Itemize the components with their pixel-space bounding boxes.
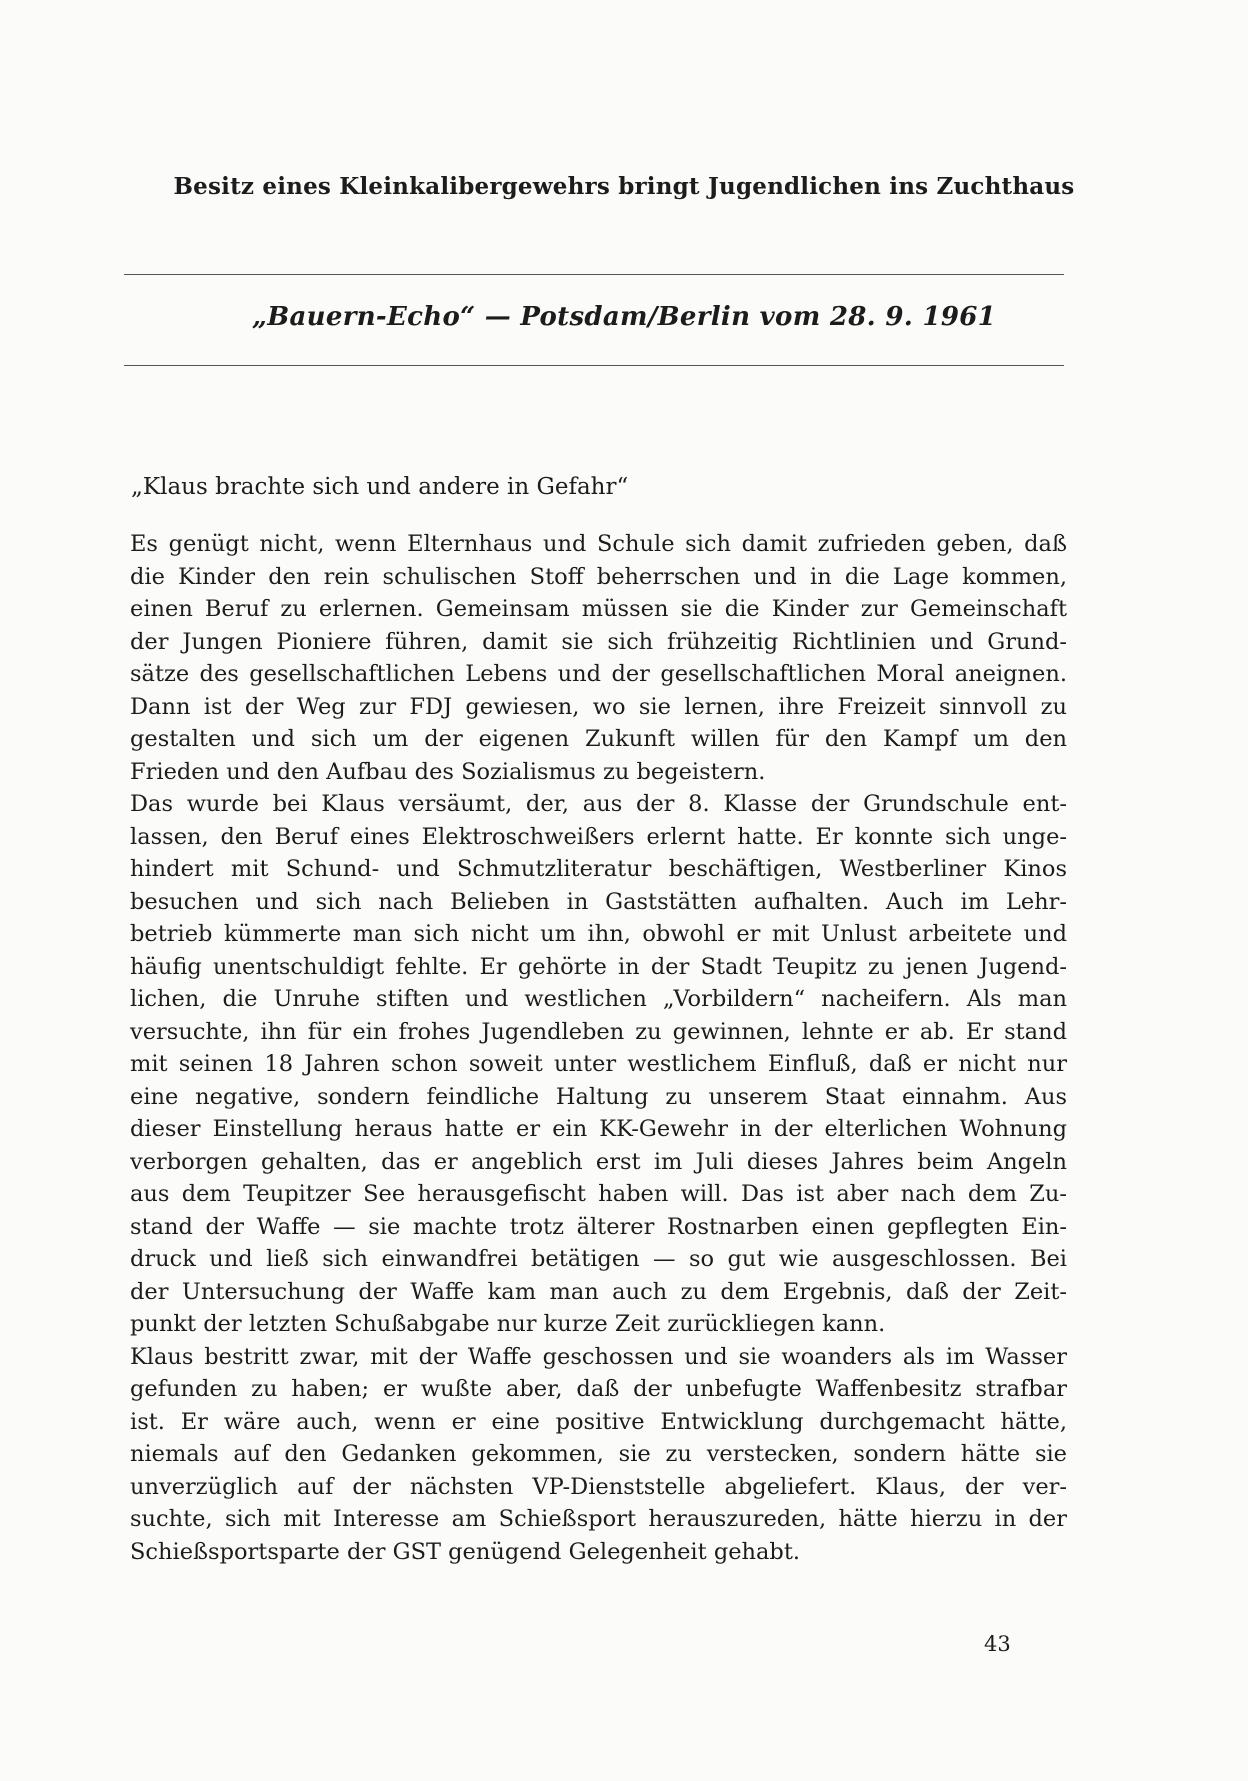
text-line: der Jungen Pioniere führen, damit sie sich frühzeitig Richtlinien und Grund- [130, 628, 1067, 655]
text-line: versuchte, ihn für ein frohes Jugendleben zu gewinnen, lehnte er ab. Er stand [130, 1018, 1067, 1045]
text-line: sätze des gesellschaftlichen Lebens und der gesellschaftlichen Moral aneignen. [130, 661, 1067, 687]
text-line: gefunden zu haben; er wußte aber, daß der unbefugte Waffenbesitz strafbar [130, 1376, 1067, 1402]
text-line: besuchen und sich nach Belieben in Gaststätten aufhalten. Auch im Lehr- [130, 888, 1067, 915]
text-line: verborgen gehalten, das er angeblich erst im Juli dieses Jahres beim Angeln [130, 1148, 1067, 1175]
text-line: Klaus bestritt zwar, mit der Waffe geschossen und sie woanders als im Wasser [130, 1343, 1067, 1370]
text-line: lassen, den Beruf eines Elektroschweißers erlernt hatte. Er konnte sich unge- [130, 823, 1067, 850]
text-line: ist. Er wäre auch, wenn er eine positive Entwicklung durchgemacht hätte, [130, 1408, 1067, 1435]
text-line: stand der Waffe — sie machte trotz älterer Rostnarben einen gepflegten Ein- [130, 1213, 1067, 1240]
text-line: druck und ließ sich einwandfrei betätigen — so gut wie ausgeschlossen. Bei [130, 1246, 1067, 1272]
text-line: lichen, die Unruhe stiften und westlichen „Vorbildern“ nacheifern. Als man [130, 986, 1067, 1012]
source-citation: „Bauern-Echo“ — Potsdam/Berlin vom 28. 9. 1961 [251, 302, 997, 332]
text-line: unverzüglich auf der nächsten VP-Dienststelle abgeliefert. Klaus, der ver- [130, 1473, 1067, 1500]
text-line: niemals auf den Gedanken gekommen, sie zu verstecken, sondern hätte sie [130, 1441, 1067, 1467]
text-line: die Kinder den rein schulischen Stoff beherrschen und in die Lage kommen, [130, 563, 1067, 590]
text-line: punkt der letzten Schußabgabe nur kurze Zeit zurückliegen kann. [130, 1311, 886, 1337]
text-line: Es genügt nicht, wenn Elternhaus und Schule sich damit zufrieden geben, daß [130, 531, 1067, 557]
text-line: der Untersuchung der Waffe kam man auch zu dem Ergebnis, daß der Zeit- [130, 1278, 1067, 1305]
text-line: suchte, sich mit Interesse am Schießsport herauszureden, hätte hierzu in der [130, 1506, 1067, 1532]
text-line: hindert mit Schund- und Schmutzliteratur beschäftigen, Westberliner Kinos [130, 856, 1067, 882]
text-line: Frieden und den Aufbau des Sozialismus zu begeistern. [130, 758, 766, 785]
article-subtitle: „Klaus brachte sich und andere in Gefahr“ [131, 474, 629, 500]
text-line: mit seinen 18 Jahren schon soweit unter westlichem Einfluß, daß er nicht nur [130, 1051, 1067, 1077]
text-line: aus dem Teupitzer See herausgefischt haben will. Das ist aber nach dem Zu- [130, 1181, 1067, 1207]
article-title: Besitz eines Kleinkalibergewehrs bringt Jugendlichen ins Zuchthaus [173, 173, 1075, 200]
text-line: betrieb kümmerte man sich nicht um ihn, obwohl er mit Unlust arbeitete und [130, 921, 1067, 947]
text-line: Das wurde bei Klaus versäumt, der, aus der 8. Klasse der Grundschule ent- [130, 791, 1067, 817]
article-body [130, 528, 1067, 1568]
text-line: einen Beruf zu erlernen. Gemeinsam müssen sie die Kinder zur Gemeinschaft [130, 596, 1067, 622]
text-line: eine negative, sondern feindliche Haltung zu unserem Staat einnahm. Aus [130, 1083, 1067, 1110]
text-line: Schießsportsparte der GST genügend Gelegenheit gehabt. [130, 1538, 801, 1565]
page-number: 43 [984, 1632, 1011, 1656]
text-line: gestalten und sich um der eigenen Zukunft willen für den Kampf um den [130, 726, 1067, 752]
text-line: dieser Einstellung heraus hatte er ein KK-Gewehr in der elterlichen Wohnung [130, 1116, 1067, 1142]
text-line: häufig unentschuldigt fehlte. Er gehörte in der Stadt Teupitz zu jenen Jugend- [130, 953, 1067, 980]
text-line: Dann ist der Weg zur FDJ gewiesen, wo sie lernen, ihre Freizeit sinnvoll zu [130, 693, 1067, 720]
